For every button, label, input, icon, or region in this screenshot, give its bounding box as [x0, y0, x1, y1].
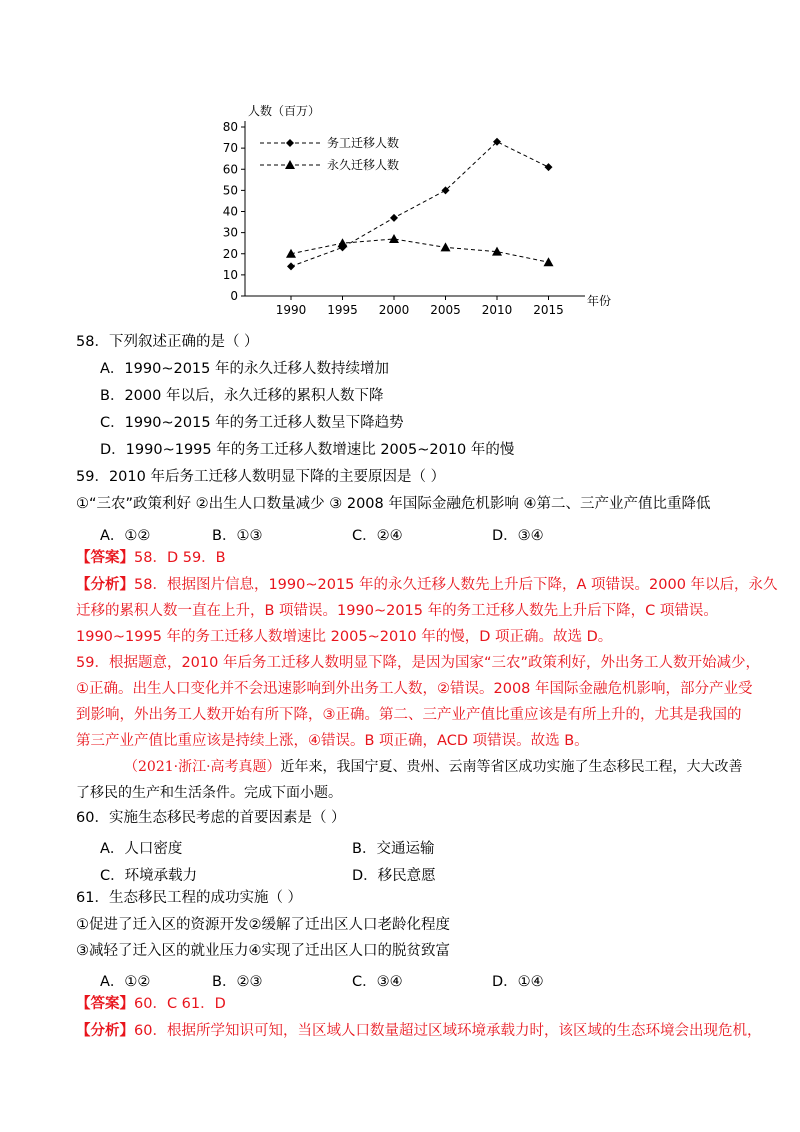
x-tick-label: 2005 — [430, 303, 461, 317]
intro-source: （2021·浙江·高考真题） — [124, 759, 281, 775]
legend-label-2: 永久迁移人数 — [327, 158, 400, 172]
answer-label: 【答案】 — [76, 550, 134, 566]
q60-stem: 60．实施生态移民考虑的首要因素是（ ） — [76, 810, 346, 826]
q58-option-a: A．1990~2015 年的永久迁移人数持续增加 — [100, 361, 389, 377]
chart-root — [223, 103, 611, 317]
intro-line-2: 了移民的生产和生活条件。完成下面小题。 — [76, 785, 342, 801]
intro-text-1: 近年来，我国宁夏、贵州、云南等省区成功实施了生态移民工程，大大改善 — [280, 759, 743, 775]
y-tick-label: 50 — [222, 183, 238, 198]
analysis-line-7: 第三产业产值比重应该是持续上涨，④错误。B 项正确，ACD 项错误。故选 B。 — [76, 733, 589, 749]
x-tick-label: 2010 — [481, 303, 513, 317]
series-line-2 — [291, 239, 549, 262]
analysis2-line-1: 60．根据所学知识可知，当区域人口数量超过区域环境承载力时，该区域的生态环境会出现危机， — [134, 1023, 762, 1039]
analysis-block-2 — [76, 1024, 761, 1039]
y-tick-label: 30 — [222, 225, 238, 240]
intro-line-1 — [124, 760, 743, 774]
analysis-line-6: 到影响，外出务工人数开始有所下降，③正确。第二、三产业产值比重应该是有所上升的，尤其是我国的 — [76, 707, 742, 723]
analysis-line-5: ①正确。出生人口变化并不会迅速影响到外出务工人数，②错误。2008 年国际金融危机影响，部分产业受 — [76, 681, 753, 697]
y-axis-title: 人数（百万） — [248, 104, 321, 118]
q59-option-a: A．①② — [100, 528, 151, 544]
migration-line-chart — [215, 95, 612, 330]
y-tick-label: 20 — [222, 246, 238, 261]
data-point-1-1990 — [287, 262, 295, 270]
data-point-2-2015 — [544, 257, 554, 266]
q61-option-c: C．③④ — [352, 974, 403, 990]
q61-option-b: B．②③ — [212, 974, 263, 990]
q61-option-d: D．①④ — [492, 974, 544, 990]
data-point-2-2000 — [389, 234, 399, 243]
legend-marker-1 — [286, 139, 294, 147]
analysis-line-4: 59．根据题意，2010 年后务工迁移人数明显下降，是因为国家“三农”政策利好，外出务工人数开始减少， — [76, 655, 760, 671]
answer-text-2: 60．C 61．D — [134, 996, 226, 1012]
x-axis-title: 年份 — [587, 294, 612, 308]
analysis-label-2: 【分析】 — [76, 1023, 134, 1039]
x-tick-label: 1995 — [327, 303, 358, 317]
q59-option-c: C．②④ — [352, 528, 403, 544]
q59-option-d: D．③④ — [492, 528, 544, 544]
answer-text: 58．D 59．B — [134, 550, 226, 566]
data-point-1-2015 — [545, 163, 553, 171]
data-point-1-2000 — [390, 214, 398, 222]
x-tick-label: 2000 — [378, 303, 410, 317]
y-tick-label: 10 — [222, 267, 238, 282]
answer-label-2: 【答案】 — [76, 996, 134, 1012]
analysis-label: 【分析】 — [76, 577, 134, 593]
q60-option-a: A．人口密度 — [100, 841, 183, 857]
x-tick-label: 1990 — [275, 303, 307, 317]
q58-option-b: B．2000 年以后，永久迁移的累积人数下降 — [100, 388, 384, 404]
q59-items: ①“三农”政策利好 ②出生人口数量减少 ③ 2008 年国际金融危机影响 ④第二、三产业产值比重降低 — [76, 496, 711, 512]
y-tick-label: 70 — [222, 141, 238, 156]
q61-option-a: A．①② — [100, 974, 151, 990]
q61-stem: 61．生态移民工程的成功实施（ ） — [76, 890, 303, 906]
q59-option-b: B．①③ — [212, 528, 263, 544]
q58-stem: 58．下列叙述正确的是（ ） — [76, 334, 259, 350]
q60-option-c: C．环境承载力 — [100, 868, 198, 884]
q60-option-b: B．交通运输 — [352, 841, 435, 857]
answer-block-2 — [76, 997, 226, 1012]
y-tick-label: 40 — [222, 204, 238, 219]
analysis-block-1 — [76, 578, 778, 593]
x-tick-label: 2015 — [533, 303, 564, 317]
q60-option-d: D．移民意愿 — [352, 868, 436, 884]
y-tick-label: 80 — [222, 120, 238, 134]
y-tick-label: 0 — [230, 289, 238, 303]
analysis-line-3: 1990~1995 年的务工迁移人数增速比 2005~2010 年的慢，D 项正确。故选 D。 — [76, 629, 613, 645]
q61-items-1: ①促进了迁入区的资源开发②缓解了迁出区人口老龄化程度 — [76, 917, 450, 933]
q59-stem: 59．2010 年后务工迁移人数明显下降的主要原因是（ ） — [76, 469, 446, 485]
q58-option-d: D．1990~1995 年的务工迁移人数增速比 2005~2010 年的慢 — [100, 442, 515, 458]
analysis-line-1: 58．根据图片信息，1990~2015 年的永久迁移人数先上升后下降，A 项错误。2000 年以后，永久 — [134, 577, 778, 593]
legend-marker-2 — [285, 160, 295, 169]
q61-items-2: ③减轻了迁入区的就业压力④实现了迁出区人口的脱贫致富 — [76, 943, 450, 959]
answer-block-1 — [76, 551, 226, 566]
q58-option-c: C．1990~2015 年的务工迁移人数呈下降趋势 — [100, 415, 404, 431]
legend-label-1: 务工迁移人数 — [327, 136, 400, 150]
data-point-2-2005 — [441, 242, 451, 251]
analysis-line-2: 迁移的累积人数一直在上升，B 项错误。1990~2015 年的务工迁移人数先上升后下降，C 项错误。 — [76, 603, 718, 619]
y-tick-label: 60 — [222, 162, 238, 177]
